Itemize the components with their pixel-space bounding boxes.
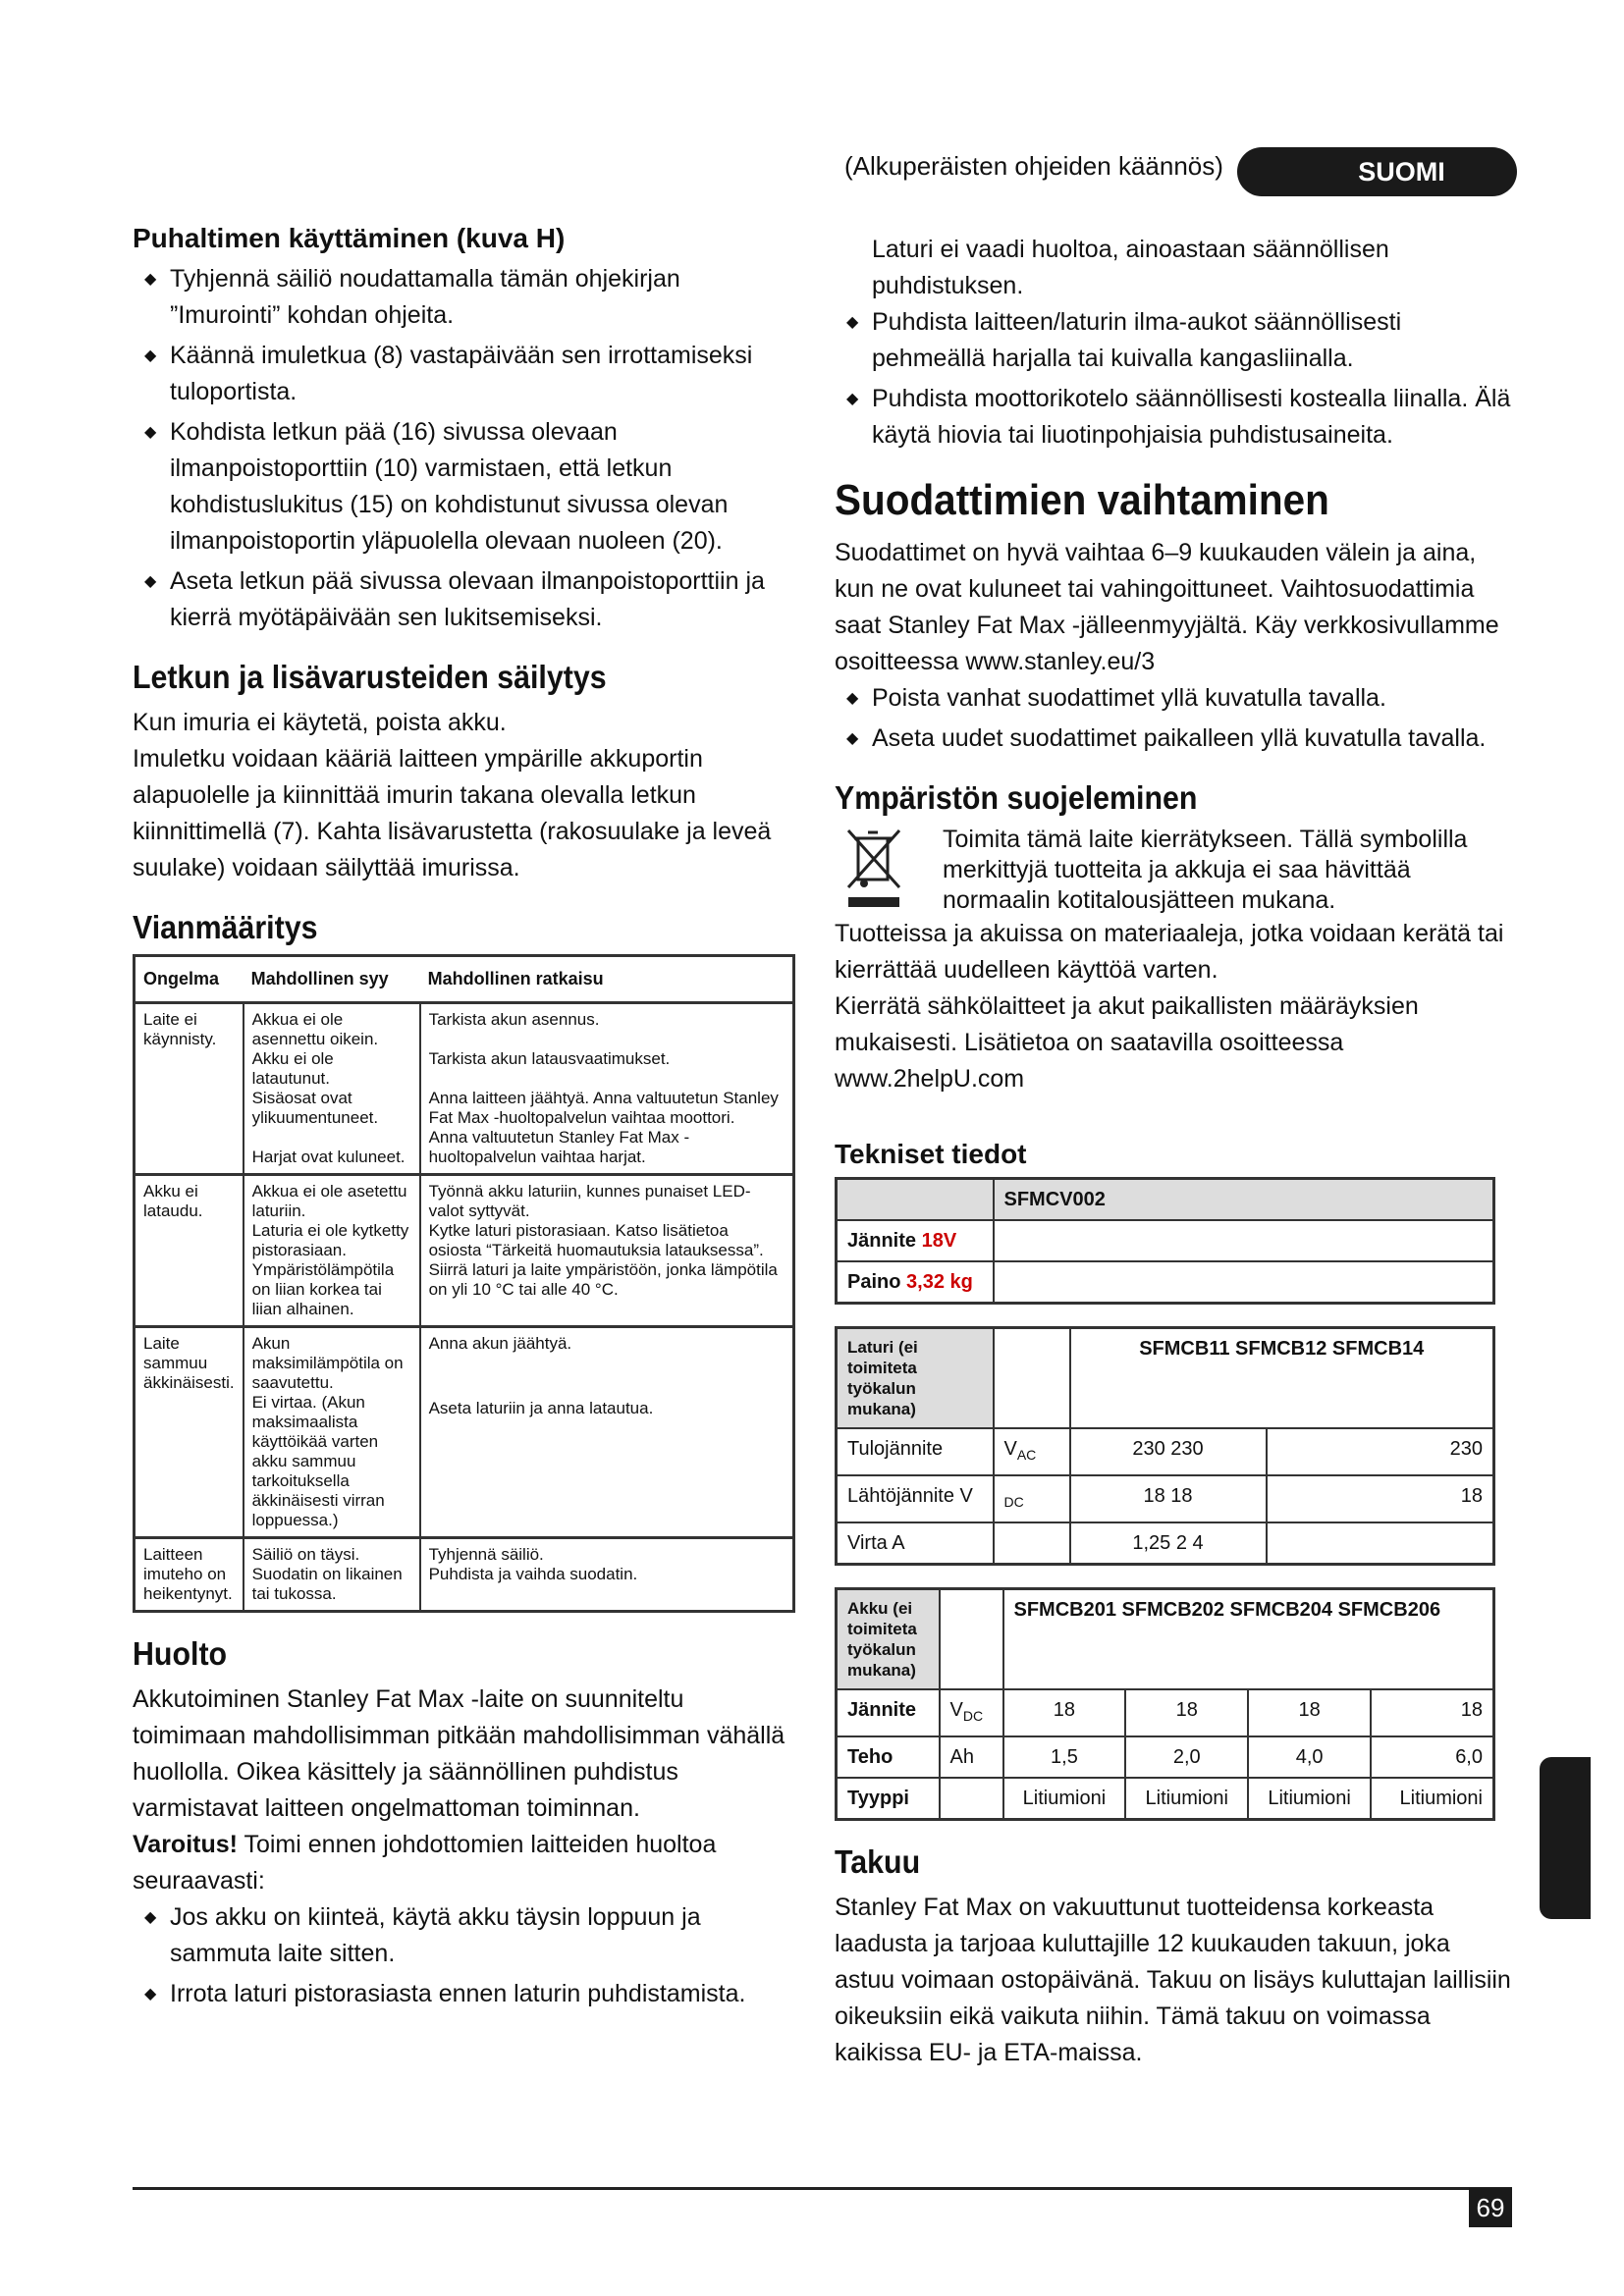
filters-title: Suodattimien vaihtaminen — [835, 476, 1329, 524]
problem-cell: Akku ei lataudu. — [135, 1175, 244, 1327]
voltage-cell — [837, 1220, 994, 1261]
fan-list — [133, 261, 795, 636]
language-label: SUOMI — [1358, 157, 1445, 187]
table-row — [837, 1689, 1494, 1736]
list-item: ◆ Puhdista laitteen/laturin ilma-aukot säännöllisesti pehmeällä harjalla tai kuivalla kangasliinalla. — [835, 304, 1512, 377]
cause: Akku ei ole latautunut. — [251, 1049, 334, 1089]
battery-value: 4,0 — [1248, 1736, 1371, 1778]
unit: V — [1003, 1438, 1017, 1461]
warranty-title: Takuu — [835, 1843, 921, 1881]
maintenance-title: Huolto — [133, 1635, 228, 1673]
page-number: 69 — [1476, 2193, 1505, 2222]
battery-value: 1,5 — [1003, 1736, 1126, 1778]
troubleshooting-section — [133, 908, 795, 1614]
battery-value: 18 — [1371, 1689, 1493, 1736]
solution: Tyhjennä säiliö. — [428, 1545, 544, 1565]
charger-table — [835, 1326, 1495, 1566]
charger-values: 230 230 — [1070, 1428, 1267, 1475]
table-row — [837, 1522, 1494, 1565]
unit-cell — [940, 1778, 1003, 1820]
battery-table — [835, 1587, 1495, 1821]
unit-cell — [940, 1689, 1003, 1736]
charger-models: SFMCB11 SFMCB12 SFMCB14 — [1070, 1328, 1494, 1429]
table-row — [135, 1538, 794, 1612]
environment-p1: Tuotteissa ja akuissa on materiaaleja, jotka voidaan kerätä tai kierrättää uudelleen käyttöä varten. — [835, 920, 1504, 985]
troubleshooting-title: Vianmääritys — [133, 908, 318, 945]
maintenance-continued — [835, 232, 1512, 454]
col-header: Mahdollinen ratkaisu — [420, 956, 794, 1003]
solution: Siirrä laturi ja laite ympäristöön, jonka lämpötila on yli 10 °C tai alle 40 °C. — [428, 1260, 778, 1300]
crossed-bin-icon — [844, 825, 903, 909]
battery-value: Litiumioni — [1003, 1778, 1126, 1820]
battery-value: 18 — [1125, 1689, 1248, 1736]
warning-label: Varoitus! — [133, 1830, 238, 1858]
storage-p1: Kun imuria ei käytetä, poista akku. — [133, 708, 507, 736]
battery-value: Litiumioni — [1125, 1778, 1248, 1820]
maintenance-p1: Akkutoiminen Stanley Fat Max -laite on suunniteltu toimimaan mahdollisimman pitkään mahdollisimman vähällä huollolla. Oikea käsittely ja säännöllinen puhdistus varmistavat laitteen ongelmattoman toiminnan. — [133, 1684, 785, 1822]
side-tab — [1540, 1757, 1591, 1919]
table-row — [837, 1589, 1494, 1690]
solution-cell — [420, 1538, 794, 1612]
list-item: ◆ Irrota laturi pistorasiasta ennen laturin puhdistamista. — [133, 1976, 795, 2012]
voltage-label: Jännite — [847, 1230, 922, 1253]
battery-value: 18 — [1248, 1689, 1371, 1736]
charger-values: 18 18 — [1070, 1475, 1267, 1522]
cause-cell — [244, 1003, 420, 1175]
header — [844, 147, 1522, 196]
unit-sub: AC — [1016, 1447, 1037, 1464]
unit-cell — [994, 1428, 1070, 1475]
voltage-value: 18V — [921, 1230, 957, 1253]
filters-text: Suodattimet on hyvä vaihtaa 6–9 kuukauden välein ja aina, kun ne ovat kuluneet tai vahingoittuneet. Vaihtosuodattimia saat Stanley Fat Max -jälleenmyyjältä. Käy verkkosivullamme osoitteessa www.stanley.eu/3 — [835, 538, 1499, 675]
charger-last: 230 — [1267, 1428, 1494, 1475]
unit-sub: DC — [962, 1708, 984, 1725]
cause-cell — [244, 1327, 420, 1538]
solution: Anna laitteen jäähtyä. Anna valtuutetun Stanley Fat Max -huoltopalvelun vaihtaa moottori. — [428, 1089, 779, 1128]
solution: Työnnä akku laturiin, kunnes punaiset LED-valot syttyvät. — [428, 1182, 751, 1221]
solution: Anna valtuutetun Stanley Fat Max -huoltopalvelun vaihtaa harjat. — [428, 1128, 690, 1167]
fan-title: Puhaltimen käyttäminen (kuva H) — [133, 223, 566, 253]
language-badge — [1237, 147, 1517, 196]
table-row — [837, 1475, 1494, 1522]
tech-title: Tekniset tiedot — [835, 1139, 1027, 1170]
right-column — [835, 232, 1512, 2093]
cause: Suodatin on likainen tai tukossa. — [251, 1565, 403, 1604]
translation-note: (Alkuperäisten ohjeiden käännös) — [844, 151, 1223, 181]
recycle-text: Toimita tämä laite kierrätykseen. Tällä symbolilla merkittyjä tuotteita ja akkuja ei saa hävittää normaalin kotitalousjätteen mukana. — [943, 826, 1468, 915]
fan-section — [133, 221, 795, 636]
charger-note: Laturi ei vaadi huoltoa, ainoastaan säännöllisen puhdistuksen. — [872, 236, 1389, 299]
unit-sub: DC — [1003, 1494, 1024, 1511]
list-item: ◆ Puhdista moottorikotelo säännöllisesti kostealla liinalla. Älä käytä hiovia tai liuotinpohjaisia puhdistusaineita. — [835, 381, 1512, 454]
battery-value: 2,0 — [1125, 1736, 1248, 1778]
cause: Akkua ei ole asennettu oikein. — [251, 1010, 379, 1049]
cause: Akkua ei ole asetettu laturiin. — [251, 1182, 407, 1221]
environment-title: Ympäristön suojeleminen — [835, 778, 1198, 816]
charger-row-name: Virta A — [837, 1522, 994, 1565]
table-row — [837, 1428, 1494, 1475]
tech-section — [835, 1137, 1512, 1821]
unit: V — [949, 1699, 963, 1722]
battery-value: 18 — [1003, 1689, 1126, 1736]
weight-cell — [837, 1261, 994, 1304]
solution: Tarkista akun asennus. — [428, 1010, 600, 1030]
cause: Akun maksimilämpötila on saavutettu. — [251, 1334, 404, 1393]
environment-p2: Kierrätä sähkölaitteet ja akut paikallisten määräyksien mukaisesti. Lisätietoa on saatavilla osoitteessa www.2helpU.com — [835, 992, 1419, 1094]
warranty-section — [835, 1842, 1512, 2071]
storage-title: Letkun ja lisävarusteiden säilytys — [133, 659, 607, 695]
table-row — [837, 1778, 1494, 1820]
cause-cell — [244, 1175, 420, 1327]
warning-text: Toimi ennen johdottomien laitteiden huoltoa seuraavasti: — [133, 1830, 717, 1895]
left-column — [133, 221, 795, 2034]
table-row — [837, 1220, 1494, 1261]
table-row — [135, 1327, 794, 1538]
unit-cell: Ah — [940, 1736, 1003, 1778]
table-header-row — [135, 956, 794, 1003]
table-row — [837, 1736, 1494, 1778]
weight-value: 3,32 kg — [906, 1271, 973, 1294]
problem-cell: Laitteen imuteho on heikentynyt. — [135, 1538, 244, 1612]
unit-cell — [994, 1475, 1070, 1522]
charger-row-name: Tulojännite — [837, 1428, 994, 1475]
solution: Tarkista akun latausvaatimukset. — [428, 1049, 671, 1069]
maintenance-section — [133, 1634, 795, 2012]
maintenance-warning — [133, 1827, 795, 1899]
cause: Sisäosat ovat ylikuumentuneet. — [251, 1089, 379, 1128]
charger-row-name: Lähtöjännite V — [837, 1475, 994, 1522]
warranty-text: Stanley Fat Max on vakuuttunut tuotteidensa korkeasta laadusta ja tarjoaa kuluttajille 12 kuukauden takuun, joka astuu voimaan ostopäivänä. Takuu on lisäys kuluttajan laillisiin oikeuksiin eikä vaikuta niihin. Tämä takuu on voimassa kaikissa EU- ja ETA-maissa. — [835, 1893, 1511, 2066]
solution-cell — [420, 1003, 794, 1175]
charger-label: Laturi (ei toimiteta työkalun mukana) — [837, 1328, 994, 1429]
cause: Säiliö on täysi. — [251, 1545, 360, 1565]
filters-list — [835, 680, 1512, 757]
model-cell: SFMCV002 — [994, 1179, 1494, 1221]
cause: Ympäristölämpötila on liian korkea tai liian alhainen. — [251, 1260, 395, 1319]
recycle-block — [835, 825, 1512, 916]
storage-p2: Imuletku voidaan kääriä laitteen ympärille akkuportin alapuolelle ja kiinnittää imurin takana olevalla letkun kiinnittimellä (7). Kahta lisävarustetta (rakosuulake ja leveä suulake) voidaan säilyttää imurissa. — [133, 744, 772, 881]
battery-value: Litiumioni — [1248, 1778, 1371, 1820]
battery-value: Litiumioni — [1371, 1778, 1493, 1820]
storage-section — [133, 658, 795, 886]
filters-section — [835, 475, 1512, 757]
solution-cell — [420, 1175, 794, 1327]
solution: Kytke laturi pistorasiaan. Katso lisätietoa osiosta “Tärkeitä huomautuksia latauksessa”. — [428, 1221, 764, 1260]
solution: Anna akun jäähtyä. — [428, 1334, 572, 1354]
charger-values: 1,25 2 4 — [1070, 1522, 1267, 1565]
col-header: Mahdollinen syy — [244, 956, 420, 1003]
list-item: ◆ Aseta uudet suodattimet paikalleen yllä kuvatulla tavalla. — [835, 721, 1512, 757]
battery-label: Akku (ei toimiteta työkalun mukana) — [837, 1589, 940, 1690]
charger-last: 18 — [1267, 1475, 1494, 1522]
tech-main-table — [835, 1177, 1495, 1305]
table-row — [135, 1175, 794, 1327]
table-row — [837, 1179, 1494, 1221]
solution: Aseta laturiin ja anna latautua. — [428, 1399, 654, 1418]
list-item: ◆ Käännä imuletkua (8) vastapäivään sen irrottamiseksi tuloportista. — [133, 338, 795, 410]
page-number-box — [1469, 2188, 1512, 2227]
battery-value: 6,0 — [1371, 1736, 1493, 1778]
cause: Laturia ei ole kytketty pistorasiaan. — [251, 1221, 409, 1260]
cause: Ei virtaa. (Akun maksimaalista käyttöikää varten akku sammuu tarkoituksella äkkinäisesti virran loppuessa.) — [251, 1393, 385, 1530]
cause: Harjat ovat kuluneet. — [251, 1148, 406, 1167]
weight-label: Paino — [847, 1271, 907, 1294]
battery-row-name: Teho — [837, 1736, 940, 1778]
list-item: ◆ Poista vanhat suodattimet yllä kuvatulla tavalla. — [835, 680, 1512, 717]
footer-rule — [133, 2187, 1512, 2190]
battery-row-name: Jännite — [837, 1689, 940, 1736]
battery-row-name: Tyyppi — [837, 1778, 940, 1820]
unit-cell — [994, 1522, 1070, 1565]
list-item: ◆ Kohdista letkun pää (16) sivussa olevaan ilmanpoistoporttiin (10) varmistaen, että letkun kohdistuslukitus (15) on kohdistunut sivussa olevan ilmanpoistoportin yläpuolella olevaan nuoleen (20). — [133, 414, 795, 560]
list-item: ◆ Aseta letkun pää sivussa olevaan ilmanpoistoporttiin ja kierrä myötäpäivään sen lukitsemiseksi. — [133, 563, 795, 636]
list-item: ◆ Jos akku on kiinteä, käytä akku täysin loppuun ja sammuta laite sitten. — [133, 1899, 795, 1972]
environment-section — [835, 778, 1512, 1098]
solution: Puhdista ja vaihda suodatin. — [428, 1565, 638, 1584]
troubleshooting-table — [133, 954, 795, 1613]
list-item: ◆ Tyhjennä säiliö noudattamalla tämän ohjekirjan ”Imurointi” kohdan ohjeita. — [133, 261, 795, 334]
table-row — [135, 1003, 794, 1175]
maintenance-list — [133, 1899, 795, 2012]
charger-last — [1267, 1522, 1494, 1565]
maintenance-cont-list — [835, 304, 1512, 454]
cause-cell — [244, 1538, 420, 1612]
table-row — [837, 1261, 1494, 1304]
table-row — [837, 1328, 1494, 1429]
solution-cell — [420, 1327, 794, 1538]
col-header: Ongelma — [135, 956, 244, 1003]
battery-models: SFMCB201 SFMCB202 SFMCB204 SFMCB206 — [1003, 1589, 1494, 1690]
problem-cell: Laite sammuu äkkinäisesti. — [135, 1327, 244, 1538]
problem-cell: Laite ei käynnisty. — [135, 1003, 244, 1175]
